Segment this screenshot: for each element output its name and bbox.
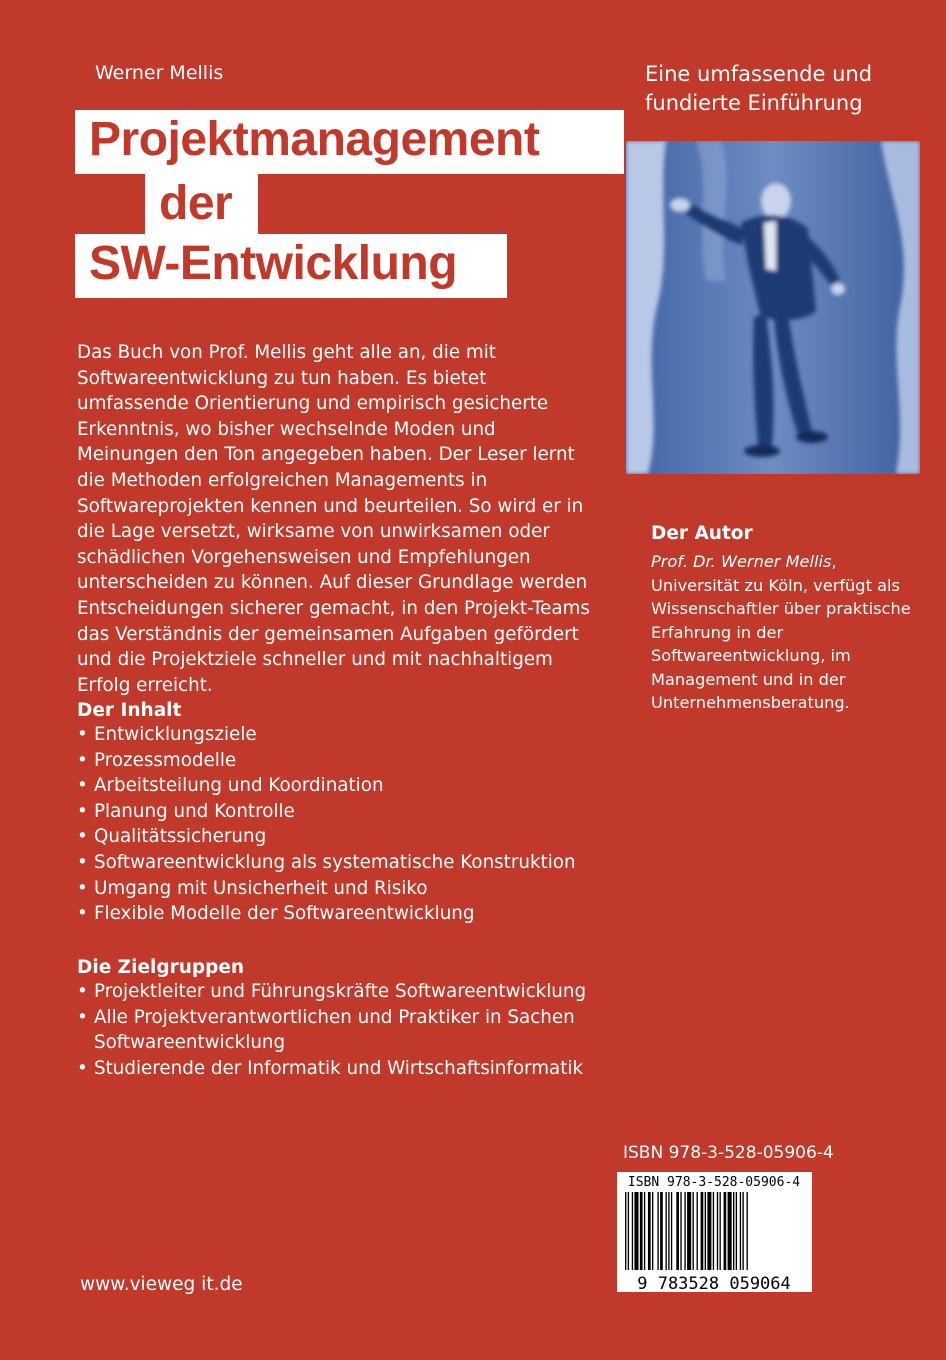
contents-heading: Der Inhalt <box>77 700 182 721</box>
contents-section <box>77 700 617 927</box>
barcode-digits: 9 783528 059064 <box>637 1274 791 1292</box>
author-heading: Der Autor <box>651 523 753 544</box>
isbn-label: ISBN 978-3-528-05906-4 <box>623 1143 834 1163</box>
barcode-bar <box>657 1192 658 1270</box>
audience-heading: Die Zielgruppen <box>77 957 245 978</box>
barcode-bar <box>634 1192 638 1270</box>
audience-section <box>77 957 617 1081</box>
barcode-bar <box>687 1192 691 1270</box>
barcode-bar <box>740 1192 741 1270</box>
barcode-bar <box>676 1192 679 1270</box>
barcode-bar <box>747 1192 748 1270</box>
barcode-bar <box>701 1192 704 1270</box>
barcode-bar <box>668 1192 669 1270</box>
barcode-top-text: ISBN 978-3-528-05906-4 <box>627 1175 801 1190</box>
barcode-bar <box>705 1192 706 1270</box>
list-item: • Entwicklungsziele <box>77 722 617 748</box>
barcode-bar <box>693 1192 694 1270</box>
barcode-bar <box>625 1192 626 1270</box>
barcode-graphic <box>617 1172 812 1292</box>
dancer-photo <box>626 141 920 474</box>
barcode-bar <box>652 1192 653 1270</box>
author-name: Werner Mellis <box>95 62 224 84</box>
barcode-bar <box>713 1192 714 1270</box>
tagline: Eine umfassende und fundierte Einführung <box>645 62 873 115</box>
book-title-line-1: Projektmanagement <box>75 110 624 174</box>
barcode-bar <box>644 1192 645 1270</box>
list-item: • Alle Projektverantwortlichen und Praktiker in Sachen Softwareentwicklung <box>77 1005 617 1056</box>
audience-list <box>77 979 617 1081</box>
barcode-bar <box>666 1192 667 1270</box>
author-section <box>651 523 921 715</box>
barcode-bar <box>671 1192 672 1270</box>
list-item: • Planung und Kontrolle <box>77 799 617 825</box>
author-full-name: Prof. Dr. Werner Mellis <box>651 552 832 571</box>
barcode-bar <box>728 1192 732 1270</box>
list-item: • Flexible Modelle der Softwareentwicklung <box>77 901 617 927</box>
barcode-bar <box>724 1192 727 1270</box>
list-item: • Prozessmodelle <box>77 748 617 774</box>
author-bio-text: , Universität zu Köln, verfügt als Wissenschaftler über praktische Erfahrung in der Softwareentwicklung, im Management und in der Unternehmensberatung. <box>651 552 911 712</box>
contents-list <box>77 722 617 927</box>
list-item: • Arbeitsteilung und Koordination <box>77 773 617 799</box>
list-item: • Projektleiter und Führungskräfte Softwareentwicklung <box>77 979 617 1005</box>
barcode-bar <box>632 1192 633 1270</box>
barcode-bar <box>684 1192 685 1270</box>
barcode <box>617 1172 812 1292</box>
barcode-bar <box>717 1192 718 1270</box>
barcode-bar <box>736 1192 737 1270</box>
barcode-bar <box>680 1192 681 1270</box>
barcode-bar <box>628 1192 629 1270</box>
list-item: • Umgang mit Unsicherheit und Risiko <box>77 876 617 902</box>
barcode-bar <box>640 1192 643 1270</box>
barcode-bar <box>720 1192 721 1270</box>
book-title-line-2: der <box>145 174 258 234</box>
list-item: • Studierende der Informatik und Wirtschaftsinformatik <box>77 1056 617 1082</box>
list-item: • Softwareentwicklung als systematische Konstruktion <box>77 850 617 876</box>
barcode-bar <box>707 1192 711 1270</box>
barcode-bar <box>648 1192 651 1270</box>
book-description: Das Buch von Prof. Mellis geht alle an, die mit Softwareentwicklung zu tun haben. Es bietet umfassende Orientierung und empirisch gesicherte Erkenntnis, wo bisher wechselnde Moden und Meinungen den Ton angegeben haben. Der Leser lernt die Methoden erfolgreichen Managements in Softwareprojekten kennen und beurteilen. So wird er in die Lage versetzt, wirksame von unwirksamen oder schädlichen Vorgehensweisen und Empfehlungen unterscheiden zu können. Auf dieser Grundlage werden Entscheidungen sicherer gemacht, in den Projekt-Teams das Verständnis der gemeinsamen Aufgaben gefördert und die Projektziele schneller und mit nachhaltigem Erfolg erreicht. <box>77 342 590 696</box>
book-title-line-3: SW-Entwicklung <box>75 234 507 298</box>
publisher-website: www.vieweg it.de <box>80 1274 243 1295</box>
barcode-bar <box>697 1192 698 1270</box>
barcode-bar <box>733 1192 734 1270</box>
barcode-bar <box>660 1192 663 1270</box>
author-bio <box>651 550 921 715</box>
list-item: • Qualitätssicherung <box>77 824 617 850</box>
barcode-bar <box>742 1192 743 1270</box>
